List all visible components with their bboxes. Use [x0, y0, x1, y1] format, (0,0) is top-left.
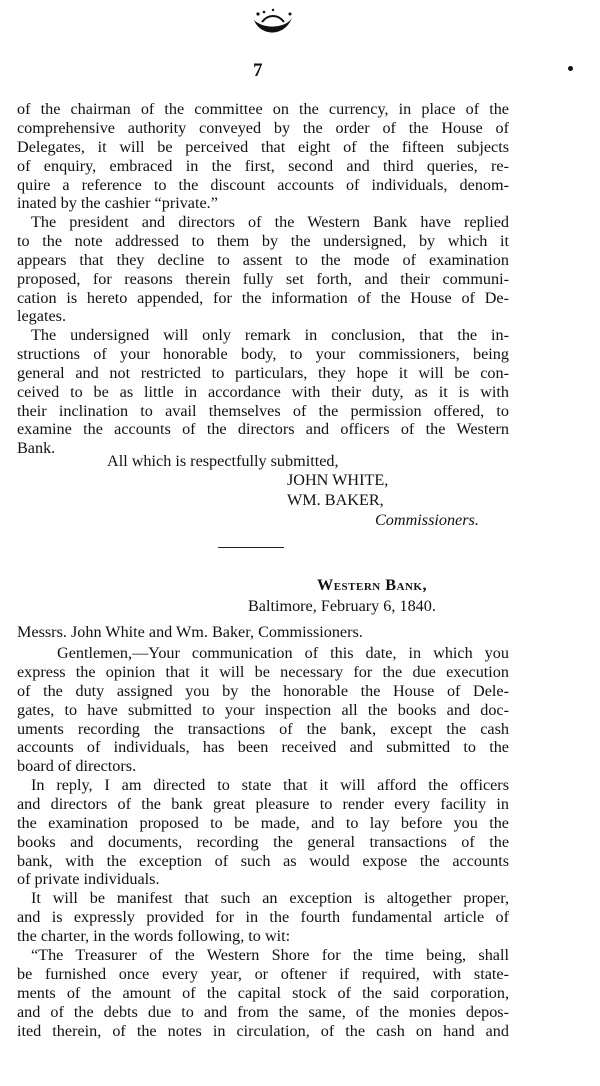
letter-paragraph-2	[17, 776, 509, 889]
text-line: of private individuals.	[17, 870, 160, 889]
text-line: The undersigned will only remark in conclusion, that the in-	[31, 326, 509, 344]
text-line: bank, with the exception of such as would expose the accounts	[17, 851, 509, 870]
text-line: general and not restricted to particulars, they hope it will be con-	[17, 363, 509, 382]
ornament-icon	[248, 6, 298, 40]
text-line: of the duty assigned you by the honorable the House of Dele-	[17, 681, 509, 700]
text-line: ments of the amount of the capital stock of the said corporation,	[17, 983, 509, 1002]
signatory-title: Commissioners.	[375, 511, 479, 529]
text-line: and of the debts due to and from the same, of the monies depos-	[17, 1002, 509, 1021]
text-line: ited therein, of the notes in circulation, of the cash on hand and	[17, 1021, 509, 1040]
letter-dateline: Baltimore, February 6, 1840.	[248, 597, 436, 615]
text-line: the charter, in the words following, to wit:	[17, 926, 291, 945]
signatory-name: WM. BAKER,	[287, 491, 384, 509]
text-line: gates, to have submitted to your inspection all the books and doc-	[17, 700, 509, 719]
text-line: and is expressly provided for in the fourth fundamental article of	[17, 907, 509, 926]
signatory-name: JOHN WHITE,	[287, 471, 389, 489]
charter-quote	[17, 946, 509, 1040]
text-line: express the opinion that it will be necessary for the due execution	[17, 662, 509, 681]
section-divider	[218, 547, 284, 548]
text-line: ceived to be as little in accordance with their duty, as it is with	[17, 382, 509, 401]
text-line: board of directors.	[17, 757, 137, 776]
text-line: of the chairman of the committee on the currency, in place of the	[17, 100, 509, 118]
text-line: the examination proposed to be made, and to lay before you the	[17, 813, 509, 832]
letter-addressee: Messrs. John White and Wm. Baker, Commissioners.	[17, 623, 363, 641]
text-line: uments recording the transactions of the bank, except the cash	[17, 719, 509, 738]
text-line: cation is hereto appended, for the information of the House of De-	[17, 288, 509, 307]
text-line: comprehensive authority conveyed by the order of the House of	[17, 118, 509, 137]
text-line: be furnished once every year, or oftener if required, with state-	[17, 964, 509, 983]
text-line: Gentlemen,—Your communication of this date, in which you	[57, 644, 509, 662]
text-line: Delegates, it will be perceived that eight of the fifteen subjects	[17, 137, 509, 156]
text-line: inated by the cashier “private.”	[17, 194, 218, 213]
text-line: legates.	[17, 307, 66, 326]
text-line: accounts of individuals, has been received and submitted to the	[17, 738, 509, 757]
letter-heading: Western Bank,	[317, 576, 428, 594]
text-line: their inclination to avail themselves of the permission offered, to	[17, 401, 509, 420]
text-line: examine the accounts of the directors and officers of the Western	[17, 420, 509, 439]
text-line: of enquiry, embraced in the first, second and third queries, re-	[17, 156, 509, 175]
report-paragraph-1	[17, 100, 509, 213]
text-line: proposed, for reasons therein fully set forth, and their communi-	[17, 269, 509, 288]
text-line: quire a reference to the discount accounts of individuals, denom-	[17, 175, 509, 194]
letter-paragraph-1	[17, 644, 509, 776]
text-line: In reply, I am directed to state that it will afford the officers	[31, 776, 509, 794]
text-line: books and documents, recording the general transactions of the	[17, 832, 509, 851]
report-paragraph-2	[17, 213, 509, 326]
report-paragraph-3	[17, 326, 509, 458]
text-line: and directors of the bank great pleasure to render every facility in	[17, 794, 509, 813]
text-line: to the note addressed to them by the undersigned, by which it	[17, 231, 509, 250]
text-line: Bank.	[17, 439, 56, 458]
page-number: 7	[253, 60, 263, 81]
stray-mark	[568, 66, 573, 71]
closing-line: All which is respectfully submitted,	[107, 452, 339, 470]
text-line: structions of your honorable body, to your commissioners, being	[17, 344, 509, 363]
text-line: “The Treasurer of the Western Shore for the time being, shall	[31, 946, 509, 964]
letter-paragraph-3	[17, 889, 509, 946]
text-line: It will be manifest that such an exception is altogether proper,	[31, 889, 509, 907]
text-line: appears that they decline to assent to the mode of examination	[17, 250, 509, 269]
text-line: The president and directors of the Western Bank have replied	[31, 213, 509, 231]
